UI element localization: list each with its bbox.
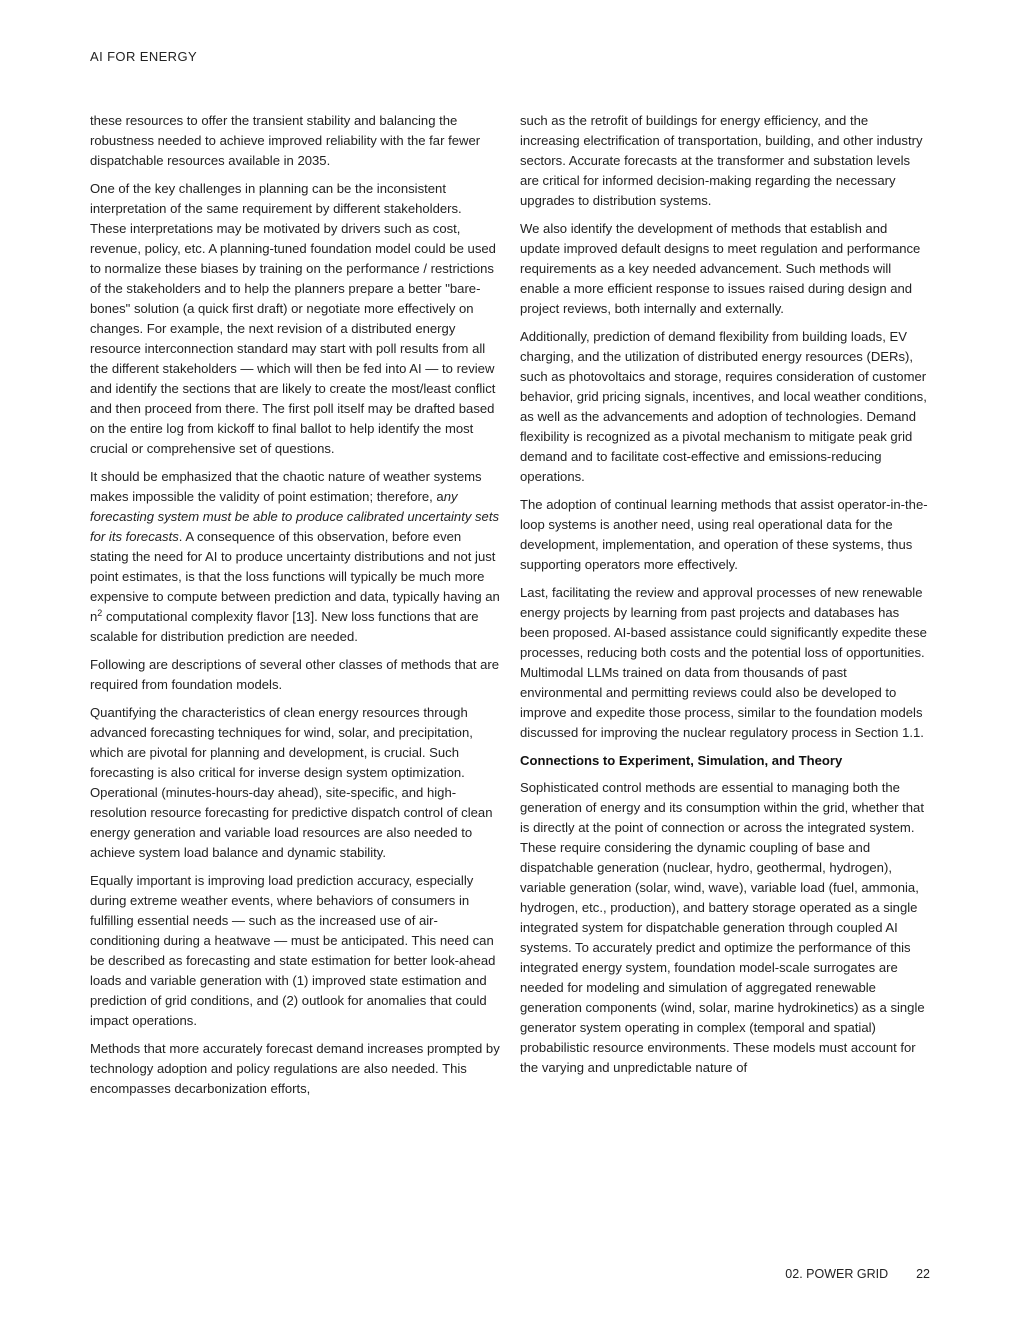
paragraph-weather-forecasting — [90, 467, 500, 647]
paragraph: such as the retrofit of buildings for energy efficiency, and the increasing electrification of transportation, building, and other industry sectors. Accurate forecasts at the transformer and substation levels are critical for informed decision-making regarding the necessary upgrades to distribution systems. — [520, 113, 923, 208]
superscript: 2 — [97, 608, 103, 618]
paragraph: Sophisticated control methods are essential to managing both the generation of energy and its consumption within the grid, whether that is directly at the point of connection or across the integrated system. These require considering the dynamic coupling of base and dispatchable generation (nuclear, hydro, geothermal, hydrogen), variable generation (solar, wind, wave), variable load (fuel, ammonia, hydrogen, etc., production), and battery storage operated as a single integrated system for dispatchable generation through coupled AI systems. To accurately predict and optimize the performance of this integrated energy system, foundation model-scale surrogates are needed for modeling and simulation of aggregated renewable generation components (wind, solar, marine hydrokinetics) as a single generator system operating in complex (temporal and spatial) probabilistic resource environments. These models must account for the varying and unpredictable nature of — [520, 780, 925, 1075]
paragraph: these resources to offer the transient stability and balancing the robustness needed to achieve improved reliability with the far fewer dispatchable resources available in 2035. — [90, 113, 481, 168]
emphasized-text: ny forecasting system must be able to produce calibrated uncertainty sets for its forecasts — [90, 489, 500, 544]
paragraph: The adoption of continual learning methods that assist operator-in-the-loop systems is another need, using real operational data for the development, implementation, and operation of these systems, thus supporting operators more effectively. — [520, 497, 928, 572]
paragraph: Last, facilitating the review and approval processes of new renewable energy projects by learning from past projects and databases has been proposed. AI-based assistance could significantly expedite these processes, reducing both costs and the potential loss of opportunities. Multimodal LLMs trained on data from thousands of past environmental and permitting reviews could also be developed to improve and expedite those process, similar to the foundation models discussed for improving the nuclear regulatory process in Section 1.1. — [520, 585, 927, 740]
paragraph: We also identify the development of methods that establish and update improved default designs to meet regulation and performance requirements as a key needed advancement. Such methods will enable a more efficient response to issues raised during design and project reviews, both internally and externally. — [520, 221, 921, 316]
paragraph: One of the key challenges in planning can be the inconsistent interpretation of the same requirement by different stakeholders. These interpretations may be motivated by drivers such as cost, revenue, policy, etc. A planning-tuned foundation model could be used to normalize these biases by training on the performance / restrictions of the stakeholders and to help the planners prepare a better "bare-bones" solution (a quick first draft) or negotiate more effectively on changes. For example, the next revision of a distributed energy resource interconnection standard may start with poll results from all the different stakeholders — which will then be fed into AI — to review and identify the sections that are likely to create the most/least conflict and then proceed from there. The first poll itself may be drafted based on the entire log from kickoff to final ballot to help identify the most crucial or comprehensive set of questions. — [90, 181, 496, 456]
running-header: AI FOR ENERGY — [90, 49, 198, 64]
footer-section-label: 02. POWER GRID — [785, 1267, 889, 1281]
text-run: It should be emphasized that the chaotic nature of weather systems makes impossible the validity of point estimation; therefore, a — [90, 469, 482, 504]
page-footer — [785, 1267, 930, 1281]
text-run: . A consequence of this observation, before even stating the need for AI to produce uncertainty distributions and not just point estimates, is that the loss functions will typically be much more expensive to compute between prediction and data, typically having an n — [90, 529, 500, 624]
text-run: computational complexity flavor [13]. New loss functions that are scalable for distribution prediction are needed. — [90, 609, 479, 644]
right-column — [520, 111, 930, 1086]
paragraph: Equally important is improving load prediction accuracy, especially during extreme weather events, where behaviors of consumers in fulfilling essential needs — such as the increased use of air-conditioning during a heatwave — must be anticipated. This need can be described as forecasting and state estimation for better look-ahead loads and variable generation with (1) improved state estimation and prediction of grid conditions, and (2) outlook for anomalies that could impact operations. — [90, 873, 496, 1028]
section-heading: Connections to Experiment, Simulation, and Theory — [520, 753, 843, 768]
page-number: 22 — [916, 1267, 930, 1281]
paragraph: Methods that more accurately forecast demand increases prompted by technology adoption and policy regulations are also needed. This encompasses decarbonization efforts, — [90, 1041, 500, 1096]
paragraph: Quantifying the characteristics of clean energy resources through advanced forecasting techniques for wind, solar, and precipitation, which are pivotal for planning and development, is crucial. Such forecasting is also critical for inverse design system optimization. Operational (minutes-hours-day ahead), site-specific, and high-resolution resource forecasting for predictive dispatch control of clean energy generation and variable load resources are also needed to achieve system load balance and dynamic stability. — [90, 705, 493, 860]
paragraph: Additionally, prediction of demand flexibility from building loads, EV charging, and the utilization of distributed energy resources (DERs), such as photovoltaics and storage, requires consideration of customer behavior, grid pricing signals, incentives, and local weather conditions, as well as the advancements and adoption of technologies. Demand flexibility is recognized as a pivotal mechanism to mitigate peak grid demand and to facilitate cost-effective and emissions-reducing operations. — [520, 329, 927, 484]
paragraph: Following are descriptions of several other classes of methods that are required from foundation models. — [90, 657, 500, 692]
left-column — [90, 111, 500, 1107]
